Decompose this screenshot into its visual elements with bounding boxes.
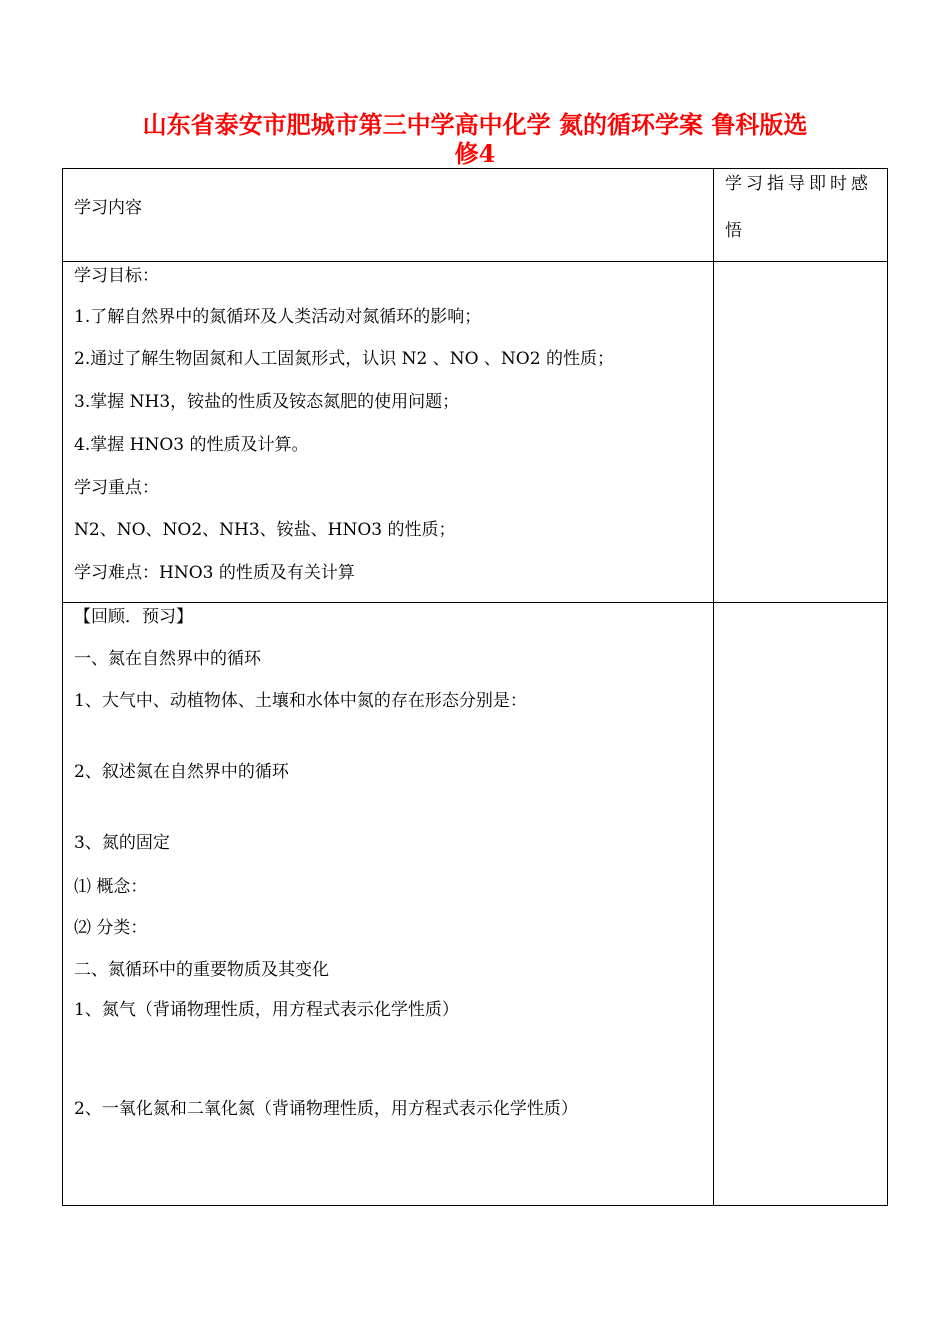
section-2-question-1: 1、氮气（背诵物理性质，用方程式表示化学性质） (74, 1000, 459, 1020)
objective-item-3: 3.掌握 NH3，铵盐的性质及铵态氮肥的使用问题； (74, 392, 460, 412)
key-points-text: N2、NO、NO2、NH3、铵盐、HNO3 的性质； (74, 520, 456, 540)
objective-item-2: 2.通过了解生物固氮和人工固氮形式，认识 N2 、NO 、NO2 的性质； (74, 349, 614, 369)
header-guidance-line-2: 悟 (725, 221, 742, 241)
question-2: 2、叙述氮在自然界中的循环 (74, 762, 289, 782)
document-title (62, 110, 888, 168)
objective-item-4: 4.掌握 HNO3 的性质及计算。 (74, 435, 309, 455)
question-3: 3、氮的固定 (74, 833, 170, 853)
review-heading: 【回顾．预习】 (74, 607, 193, 627)
section-1-title: 一、氮在自然界中的循环 (74, 649, 261, 669)
objectives-heading: 学习目标： (74, 266, 159, 286)
question-1: 1、大气中、动植物体、土壤和水体中氮的存在形态分别是： (74, 691, 527, 711)
column-divider (713, 168, 714, 1206)
difficulty-text: 学习难点：HNO3 的性质及有关计算 (74, 563, 355, 583)
key-points-heading: 学习重点： (74, 478, 159, 498)
row-divider-2 (62, 602, 888, 603)
title-line-2: 修4 (454, 139, 496, 168)
title-line-1: 山东省泰安市肥城市第三中学高中化学 氮的循环学案 鲁科版选 (142, 110, 808, 139)
section-2-question-2: 2、一氧化氮和二氧化氮（背诵物理性质，用方程式表示化学性质） (74, 1099, 578, 1119)
header-learning-content: 学习内容 (74, 198, 142, 218)
question-3-concept: ⑴ 概念： (74, 877, 148, 897)
question-3-classification: ⑵ 分类： (74, 918, 148, 938)
row-divider-1 (62, 261, 888, 262)
header-guidance-line-1: 学习指导即时感 (725, 174, 872, 194)
objective-item-1: 1.了解自然界中的氮循环及人类活动对氮循环的影响； (74, 307, 482, 327)
section-2-title: 二、氮循环中的重要物质及其变化 (74, 960, 329, 980)
